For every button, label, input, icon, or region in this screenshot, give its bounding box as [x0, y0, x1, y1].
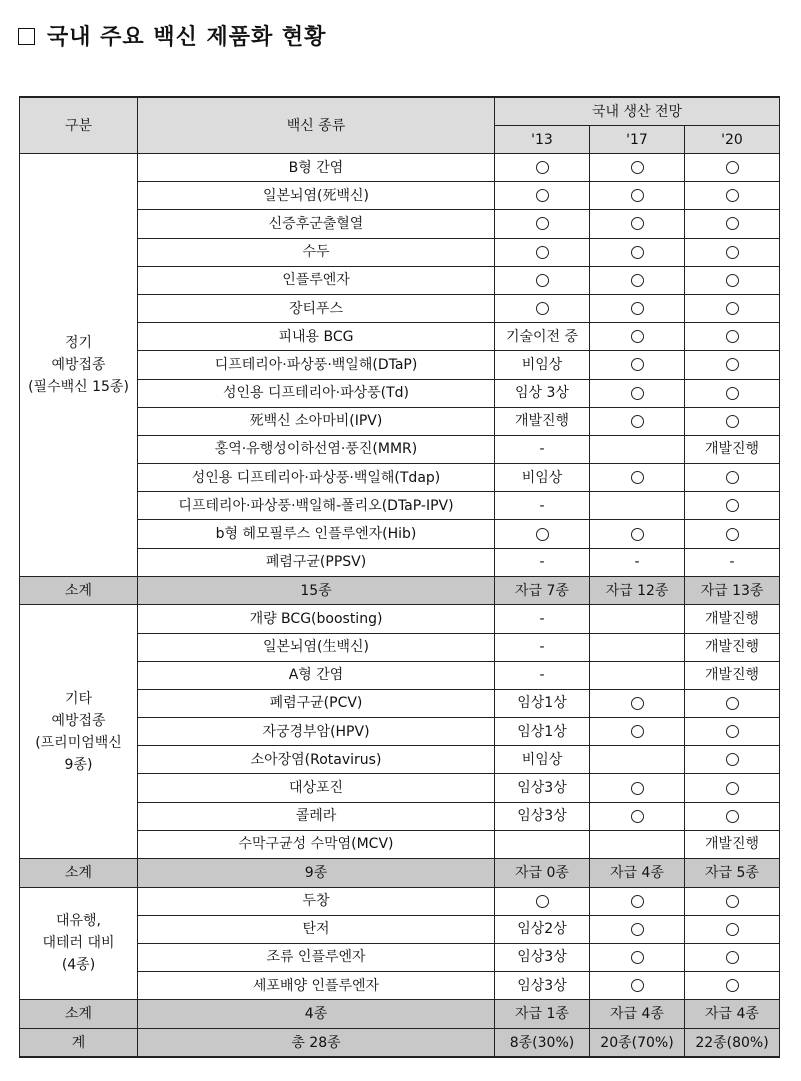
subtotal-value: 자급 0종: [495, 859, 590, 888]
vaccine-name: 세포배양 인플루엔자: [138, 972, 495, 1000]
status-cell: [590, 943, 685, 971]
circle-mark-icon: [726, 358, 739, 371]
circle-mark-icon: [726, 499, 739, 512]
vaccine-name: 장티푸스: [138, 294, 495, 322]
subtotal-value: 자급 7종: [495, 576, 590, 605]
vaccine-name: 신증후군출혈열: [138, 210, 495, 238]
status-cell: [685, 323, 780, 351]
vaccine-name: 홍역·유행성이하선염·풍진(MMR): [138, 435, 495, 463]
vaccine-name: 死백신 소아마비(IPV): [138, 407, 495, 435]
circle-mark-icon: [631, 246, 644, 259]
status-cell: [685, 464, 780, 492]
circle-mark-icon: [631, 951, 644, 964]
status-cell: 임상3상: [495, 774, 590, 802]
status-cell: [590, 238, 685, 266]
vaccine-name: 성인용 디프테리아·파상풍(Td): [138, 379, 495, 407]
circle-mark-icon: [726, 415, 739, 428]
circle-mark-icon: [631, 161, 644, 174]
circle-mark-icon: [726, 810, 739, 823]
group-label-line: 기타: [64, 690, 93, 707]
status-cell: 임상1상: [495, 718, 590, 746]
status-cell: [590, 605, 685, 633]
subtotal-label: 소계: [20, 576, 138, 605]
status-cell: [590, 887, 685, 915]
vaccine-name: 피내용 BCG: [138, 323, 495, 351]
circle-mark-icon: [631, 387, 644, 400]
circle-mark-icon: [631, 725, 644, 738]
subtotal-value: 자급 1종: [495, 1000, 590, 1029]
status-cell: [495, 154, 590, 182]
status-cell: 비임상: [495, 351, 590, 379]
vaccine-name: 폐렴구균(PPSV): [138, 548, 495, 576]
status-cell: 기술이전 중: [495, 323, 590, 351]
status-cell: 임상 3상: [495, 379, 590, 407]
circle-mark-icon: [726, 274, 739, 287]
circle-mark-icon: [726, 246, 739, 259]
circle-mark-icon: [631, 782, 644, 795]
group-label-line: 예방접종: [51, 712, 106, 729]
circle-mark-icon: [536, 274, 549, 287]
status-cell: -: [495, 548, 590, 576]
status-cell: -: [495, 492, 590, 520]
total-count: 총 28종: [138, 1028, 495, 1057]
total-label: 계: [20, 1028, 138, 1057]
status-cell: [685, 154, 780, 182]
status-cell: [590, 464, 685, 492]
circle-mark-icon: [726, 330, 739, 343]
status-cell: [495, 830, 590, 858]
header-year-20: '20: [685, 126, 780, 154]
vaccine-name: 조류 인플루엔자: [138, 943, 495, 971]
circle-mark-icon: [631, 217, 644, 230]
status-cell: [685, 379, 780, 407]
status-cell: [590, 520, 685, 548]
circle-mark-icon: [631, 810, 644, 823]
status-cell: [590, 379, 685, 407]
status-cell: [685, 520, 780, 548]
status-cell: [685, 238, 780, 266]
vaccine-name: 수두: [138, 238, 495, 266]
status-cell: [685, 210, 780, 238]
group-label: [20, 887, 138, 1000]
vaccine-name: 인플루엔자: [138, 266, 495, 294]
status-cell: [590, 802, 685, 830]
subtotal-count: 9종: [138, 859, 495, 888]
vaccine-name: 폐렴구균(PCV): [138, 689, 495, 717]
circle-mark-icon: [726, 951, 739, 964]
circle-mark-icon: [536, 895, 549, 908]
circle-mark-icon: [631, 189, 644, 202]
status-cell: [590, 718, 685, 746]
status-cell: [495, 210, 590, 238]
vaccine-name: 일본뇌염(死백신): [138, 182, 495, 210]
subtotal-value: 자급 4종: [590, 859, 685, 888]
circle-mark-icon: [631, 895, 644, 908]
status-cell: [685, 407, 780, 435]
circle-mark-icon: [631, 528, 644, 541]
page-title: [18, 20, 326, 51]
status-cell: 개발진행: [495, 407, 590, 435]
status-cell: 임상3상: [495, 802, 590, 830]
vaccine-name: 대상포진: [138, 774, 495, 802]
status-cell: [590, 774, 685, 802]
status-cell: [685, 294, 780, 322]
total-value: 8종(30%): [495, 1028, 590, 1057]
circle-mark-icon: [536, 161, 549, 174]
status-cell: [590, 294, 685, 322]
subtotal-value: 자급 5종: [685, 859, 780, 888]
status-cell: [495, 294, 590, 322]
header-outlook: 국내 생산 전망: [495, 97, 780, 126]
circle-mark-icon: [726, 979, 739, 992]
header-year-17: '17: [590, 126, 685, 154]
circle-mark-icon: [726, 697, 739, 710]
vaccine-table-body: [20, 97, 780, 1057]
vaccine-name: B형 간염: [138, 154, 495, 182]
circle-mark-icon: [631, 979, 644, 992]
circle-mark-icon: [726, 189, 739, 202]
total-value: 22종(80%): [685, 1028, 780, 1057]
subtotal-value: 자급 12종: [590, 576, 685, 605]
status-cell: [590, 210, 685, 238]
circle-mark-icon: [631, 697, 644, 710]
status-cell: 임상1상: [495, 689, 590, 717]
subtotal-value: 자급 4종: [685, 1000, 780, 1029]
subtotal-value: 자급 4종: [590, 1000, 685, 1029]
group-label-line: 대유행,: [55, 913, 102, 930]
vaccine-name: 수막구균성 수막염(MCV): [138, 830, 495, 858]
status-cell: [495, 266, 590, 294]
table-row: [20, 154, 780, 182]
status-cell: 임상3상: [495, 972, 590, 1000]
circle-mark-icon: [726, 923, 739, 936]
status-cell: [495, 887, 590, 915]
group-label-line: 예방접종: [51, 356, 106, 373]
circle-mark-icon: [536, 217, 549, 230]
status-cell: [685, 351, 780, 379]
status-cell: [590, 323, 685, 351]
status-cell: [590, 689, 685, 717]
status-cell: -: [685, 548, 780, 576]
group-label-line: 대테러 대비: [42, 935, 115, 952]
status-cell: 개발진행: [685, 633, 780, 661]
vaccine-name: 두창: [138, 887, 495, 915]
header-year-13: '13: [495, 126, 590, 154]
circle-mark-icon: [726, 471, 739, 484]
circle-mark-icon: [631, 302, 644, 315]
vaccine-name: 성인용 디프테리아·파상풍·백일해(Tdap): [138, 464, 495, 492]
subtotal-label: 소계: [20, 859, 138, 888]
circle-mark-icon: [536, 246, 549, 259]
status-cell: [495, 182, 590, 210]
circle-mark-icon: [726, 161, 739, 174]
status-cell: -: [495, 435, 590, 463]
vaccine-name: b형 헤모필루스 인플루엔자(Hib): [138, 520, 495, 548]
circle-mark-icon: [631, 471, 644, 484]
circle-mark-icon: [536, 302, 549, 315]
circle-mark-icon: [631, 923, 644, 936]
total-value: 20종(70%): [590, 1028, 685, 1057]
circle-mark-icon: [726, 302, 739, 315]
subtotal-count: 15종: [138, 576, 495, 605]
circle-mark-icon: [726, 387, 739, 400]
status-cell: [590, 633, 685, 661]
status-cell: [685, 492, 780, 520]
status-cell: 임상3상: [495, 943, 590, 971]
group-label-line: (프리미엄백신: [35, 734, 122, 751]
group-label-line: (필수백신 15종): [28, 378, 129, 395]
table-row: [20, 605, 780, 633]
status-cell: 임상2상: [495, 915, 590, 943]
status-cell: [495, 238, 590, 266]
circle-mark-icon: [631, 415, 644, 428]
status-cell: [590, 972, 685, 1000]
group-label-line: 정기: [64, 334, 93, 351]
vaccine-table: [19, 96, 780, 1058]
circle-mark-icon: [536, 528, 549, 541]
status-cell: [685, 746, 780, 774]
status-cell: -: [590, 548, 685, 576]
vaccine-name: 디프테리아·파상풍·백일해-폴리오(DTaP-IPV): [138, 492, 495, 520]
circle-mark-icon: [631, 358, 644, 371]
status-cell: [685, 718, 780, 746]
status-cell: 개발진행: [685, 605, 780, 633]
square-bullet-icon: [18, 28, 35, 45]
status-cell: [685, 802, 780, 830]
vaccine-name: 자궁경부암(HPV): [138, 718, 495, 746]
status-cell: -: [495, 633, 590, 661]
circle-mark-icon: [631, 274, 644, 287]
subtotal-row: [20, 1000, 780, 1029]
status-cell: [685, 774, 780, 802]
status-cell: [685, 915, 780, 943]
status-cell: [685, 972, 780, 1000]
status-cell: [590, 407, 685, 435]
header-row-1: [20, 97, 780, 126]
status-cell: [590, 746, 685, 774]
vaccine-name: 콜레라: [138, 802, 495, 830]
status-cell: [590, 154, 685, 182]
status-cell: -: [495, 605, 590, 633]
group-label: [20, 154, 138, 577]
page-title-text: 국내 주요 백신 제품화 현황: [47, 25, 327, 50]
total-row: [20, 1028, 780, 1057]
vaccine-name: 개량 BCG(boosting): [138, 605, 495, 633]
status-cell: [685, 182, 780, 210]
vaccine-name: 디프테리아·파상풍·백일해(DTaP): [138, 351, 495, 379]
group-label-line: 9종): [64, 756, 93, 773]
status-cell: [590, 830, 685, 858]
status-cell: [685, 266, 780, 294]
status-cell: 개발진행: [685, 661, 780, 689]
circle-mark-icon: [726, 895, 739, 908]
circle-mark-icon: [726, 725, 739, 738]
subtotal-label: 소계: [20, 1000, 138, 1029]
status-cell: [590, 435, 685, 463]
status-cell: [590, 266, 685, 294]
status-cell: [590, 351, 685, 379]
status-cell: [590, 915, 685, 943]
circle-mark-icon: [726, 217, 739, 230]
group-label-line: (4종): [61, 957, 96, 974]
group-label: [20, 605, 138, 859]
circle-mark-icon: [726, 782, 739, 795]
status-cell: [590, 661, 685, 689]
status-cell: [685, 887, 780, 915]
subtotal-row: [20, 859, 780, 888]
status-cell: [685, 943, 780, 971]
circle-mark-icon: [631, 330, 644, 343]
table-row: [20, 887, 780, 915]
status-cell: [685, 689, 780, 717]
vaccine-name: A형 간염: [138, 661, 495, 689]
circle-mark-icon: [536, 189, 549, 202]
status-cell: [590, 492, 685, 520]
vaccine-name: 일본뇌염(生백신): [138, 633, 495, 661]
circle-mark-icon: [726, 753, 739, 766]
status-cell: 비임상: [495, 464, 590, 492]
vaccine-name: 탄저: [138, 915, 495, 943]
subtotal-row: [20, 576, 780, 605]
header-group: 구분: [20, 97, 138, 154]
subtotal-count: 4종: [138, 1000, 495, 1029]
status-cell: 비임상: [495, 746, 590, 774]
status-cell: -: [495, 661, 590, 689]
status-cell: 개발진행: [685, 435, 780, 463]
header-vaccine-type: 백신 종류: [138, 97, 495, 154]
subtotal-value: 자급 13종: [685, 576, 780, 605]
status-cell: 개발진행: [685, 830, 780, 858]
vaccine-name: 소아장염(Rotavirus): [138, 746, 495, 774]
status-cell: [590, 182, 685, 210]
status-cell: [495, 520, 590, 548]
circle-mark-icon: [726, 528, 739, 541]
